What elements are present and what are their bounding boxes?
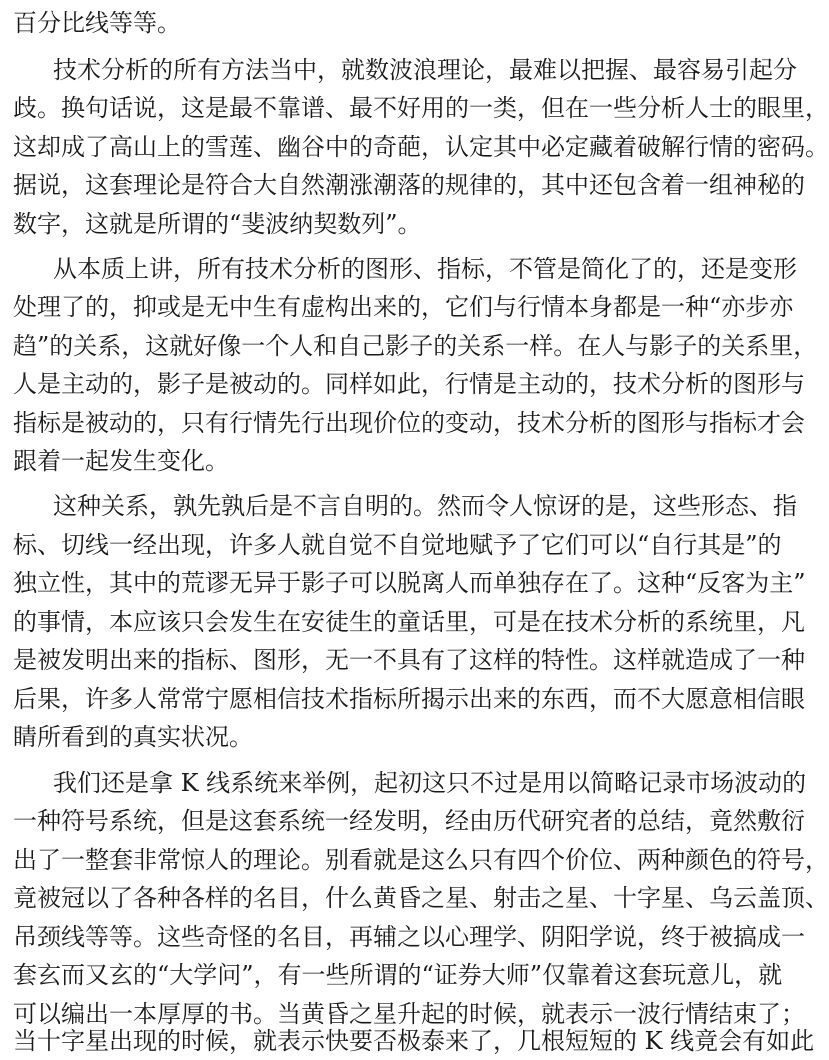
text-line: 出了一整套非常惊人的理论。别看就是这么只有四个价位、两种颜色的符号， — [13, 846, 829, 874]
text-line: 睛所看到的真实状况。 — [13, 723, 253, 751]
text-line: 据说，这套理论是符合大自然潮涨潮落的规律的，其中还包含着一组神秘的 — [13, 171, 805, 199]
text-line: 独立性，其中的荒谬无异于影子可以脱离人而单独存在了。这种“反客为主” — [13, 569, 806, 597]
text-line: 当十字星出现的时候，就表示快要否极泰来了，几根短短的 K 线竟会有如此 — [13, 1027, 815, 1055]
text-line: 后果，许多人常常宁愿相信技术指标所揭示出来的东西，而不大愿意相信眼 — [13, 685, 805, 713]
text-line: 我们还是拿 K 线系统来举例，起初这只不过是用以简略记录市场波动的 — [53, 769, 807, 797]
text-line: 竟被冠以了各种各样的名目，什么黄昏之星、射击之星、十字星、乌云盖顶、 — [13, 884, 829, 912]
text-line: 跟着一起发生变化。 — [13, 447, 229, 475]
text-line: 歧。换句话说，这是最不靠谱、最不好用的一类，但在一些分析人士的眼里， — [13, 94, 829, 122]
text-line: 一种符号系统，但是这套系统一经发明，经由历代研究者的总结，竟然敷衍 — [13, 807, 805, 835]
text-line: 从本质上讲，所有技术分析的图形、指标，不管是简化了的，还是变形 — [53, 255, 797, 283]
text-line: 是被发明出来的指标、图形，无一不具有了这样的特性。这样就造成了一种 — [13, 646, 805, 674]
text-line: 标、切线一经出现，许多人就自觉不自觉地赋予了它们可以“自行其是”的 — [13, 531, 782, 559]
text-line: 数字，这就是所谓的“斐波纳契数列”。 — [13, 210, 422, 238]
text-line: 套玄而又玄的“大学问”，有一些所谓的“证券大师”仅靠着这套玩意儿，就 — [13, 961, 783, 989]
text-line: 趋”的关系，这就好像一个人和自己影子的关系一样。在人与影子的关系里， — [13, 332, 818, 360]
text-line: 指标是被动的，只有行情先行出现价位的变动，技术分析的图形与指标才会 — [13, 409, 805, 437]
text-line: 人是主动的，影子是被动的。同样如此，行情是主动的，技术分析的图形与 — [13, 370, 805, 398]
text-line: 处理了的，抑或是无中生有虚构出来的，它们与行情本身都是一种“亦步亦 — [13, 293, 794, 321]
text-line: 这却成了高山上的雪莲、幽谷中的奇葩，认定其中必定藏着破解行情的密码。 — [13, 133, 829, 161]
text-line: 百分比线等等。 — [13, 9, 181, 37]
text-line: 技术分析的所有方法当中，就数波浪理论，最难以把握、最容易引起分 — [53, 56, 797, 84]
text-line: 吊颈线等等。这些奇怪的名目，再辅之以心理学、阴阳学说，终于被搞成一 — [13, 923, 805, 951]
text-line: 的事情，本应该只会发生在安徒生的童话里，可是在技术分析的系统里，凡 — [13, 608, 805, 636]
text-line: 这种关系，孰先孰后是不言自明的。然而令人惊讶的是，这些形态、指 — [53, 492, 797, 520]
text-line: 可以编出一本厚厚的书。当黄昏之星升起的时候，就表示一波行情结束了； — [13, 1000, 805, 1028]
